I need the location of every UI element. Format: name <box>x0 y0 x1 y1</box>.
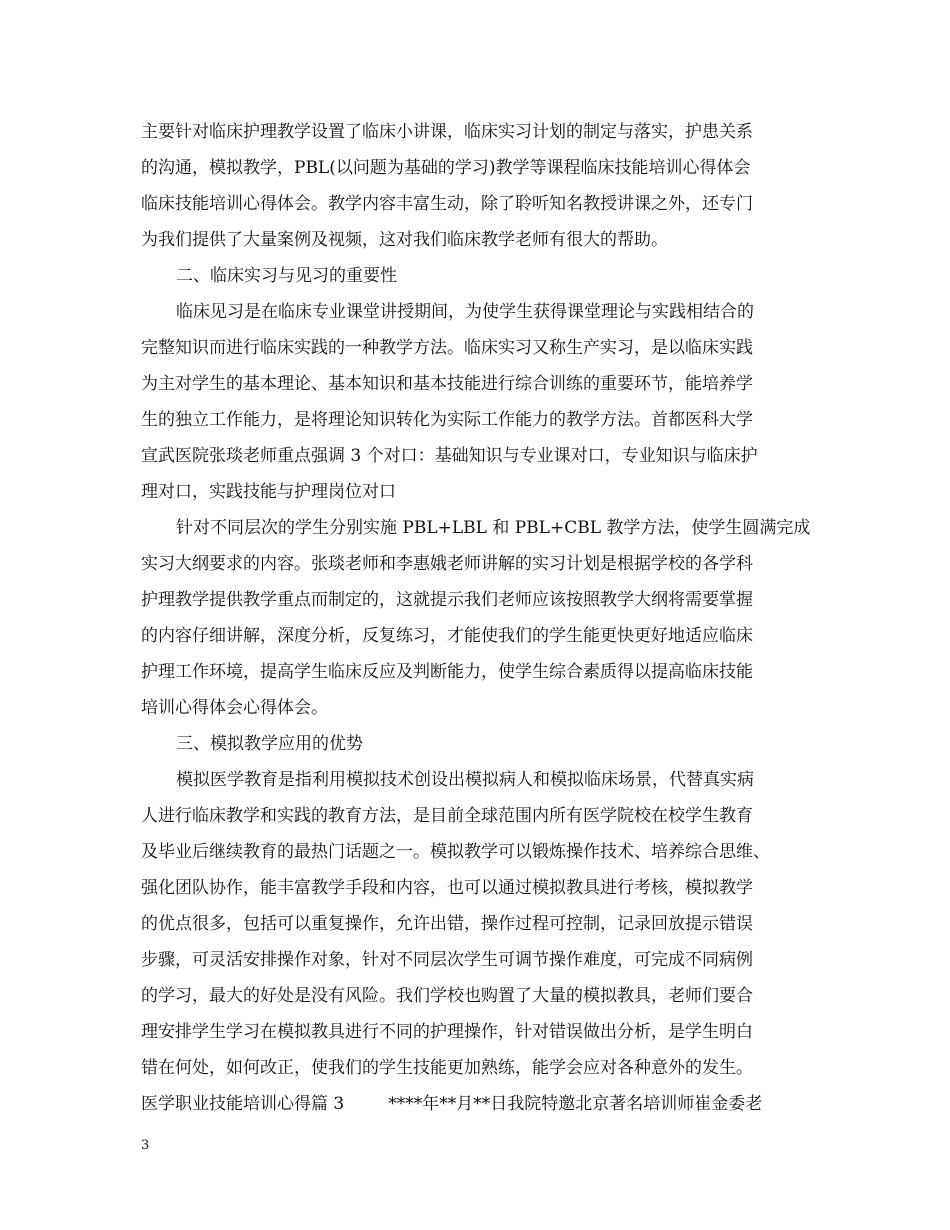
text-line: 为主对学生的基本理论、基本知识和基本技能进行综合训练的重要环节，能培养学 <box>141 374 753 394</box>
text-line: 人进行临床教学和实践的教育方法，是目前全球范围内所有医学院校在校学生教育 <box>141 806 753 826</box>
text-line: 为我们提供了大量案例及视频，这对我们临床教学老师有很大的帮助。 <box>141 230 668 250</box>
inline-text: ****年**月**日我院特邀北京著名培训师崔金委老 <box>388 1094 763 1114</box>
text-line: 临床见习是在临床专业课堂讲授期间，为使学生获得课堂理论与实践相结合的 <box>176 302 754 322</box>
section-heading-inline: 医学职业技能培训心得篇 3 <box>141 1094 345 1114</box>
text-line: 实习大纲要求的内容。张琰老师和李惠娥老师讲解的实习计划是根据学校的各学科 <box>141 554 753 574</box>
body-text <box>141 114 821 1086</box>
text-line: 的优点很多，包括可以重复操作，允许出错，操作过程可控制，记录回放提示错误 <box>141 914 753 934</box>
text-line: 及毕业后继续教育的最热门话题之一。模拟教学可以锻炼操作技术、培养综合思维、 <box>141 842 770 862</box>
text-line: 错在何处，如何改正，使我们的学生技能更加熟练，能学会应对各种意外的发生。 <box>141 1058 753 1078</box>
text-line: 三、模拟教学应用的优势 <box>176 734 363 754</box>
text-line: 临床技能培训心得体会。教学内容丰富生动，除了聆听知名教授讲课之外，还专门 <box>141 194 753 214</box>
last-line <box>141 1086 762 1122</box>
text-line: 主要针对临床护理教学设置了临床小讲课，临床实习计划的制定与落实，护患关系 <box>141 122 753 142</box>
text-line: 的沟通，模拟教学，PBL(以问题为基础的学习)教学等课程临床技能培训心得体会 <box>141 158 751 178</box>
page-number: 3 <box>141 1138 150 1153</box>
text-line: 的学习，最大的好处是没有风险。我们学校也购置了大量的模拟教具，老师们要合 <box>141 986 753 1006</box>
text-line: 理对口，实践技能与护理岗位对口 <box>141 482 396 502</box>
text-line: 二、临床实习与见习的重要性 <box>176 266 397 286</box>
text-line: 针对不同层次的学生分别实施 PBL+LBL 和 PBL+CBL 教学方法，使学生圆满完成 <box>176 518 811 538</box>
text-line: 培训心得体会心得体会。 <box>141 698 328 718</box>
text-line: 宣武医院张琰老师重点强调 3 个对口：基础知识与专业课对口，专业知识与临床护 <box>141 446 758 466</box>
text-line: 强化团队协作，能丰富教学手段和内容，也可以通过模拟教具进行考核，模拟教学 <box>141 878 753 898</box>
text-line: 模拟医学教育是指利用模拟技术创设出模拟病人和模拟临床场景，代替真实病 <box>176 770 754 790</box>
text-line: 护理工作环境，提高学生临床反应及判断能力，使学生综合素质得以提高临床技能 <box>141 662 753 682</box>
text-line: 护理教学提供教学重点而制定的，这就提示我们老师应该按照教学大纲将需要掌握 <box>141 590 753 610</box>
text-line: 步骤，可灵活安排操作对象，针对不同层次学生可调节操作难度，可完成不同病例 <box>141 950 753 970</box>
text-line: 完整知识而进行临床实践的一种教学方法。临床实习又称生产实习，是以临床实践 <box>141 338 753 358</box>
text-line: 生的独立工作能力，是将理论知识转化为实际工作能力的教学方法。首都医科大学 <box>141 410 753 430</box>
text-line: 理安排学生学习在模拟教具进行不同的护理操作，针对错误做出分析，是学生明白 <box>141 1022 753 1042</box>
text-line: 的内容仔细讲解，深度分析，反复练习，才能使我们的学生能更快更好地适应临床 <box>141 626 753 646</box>
